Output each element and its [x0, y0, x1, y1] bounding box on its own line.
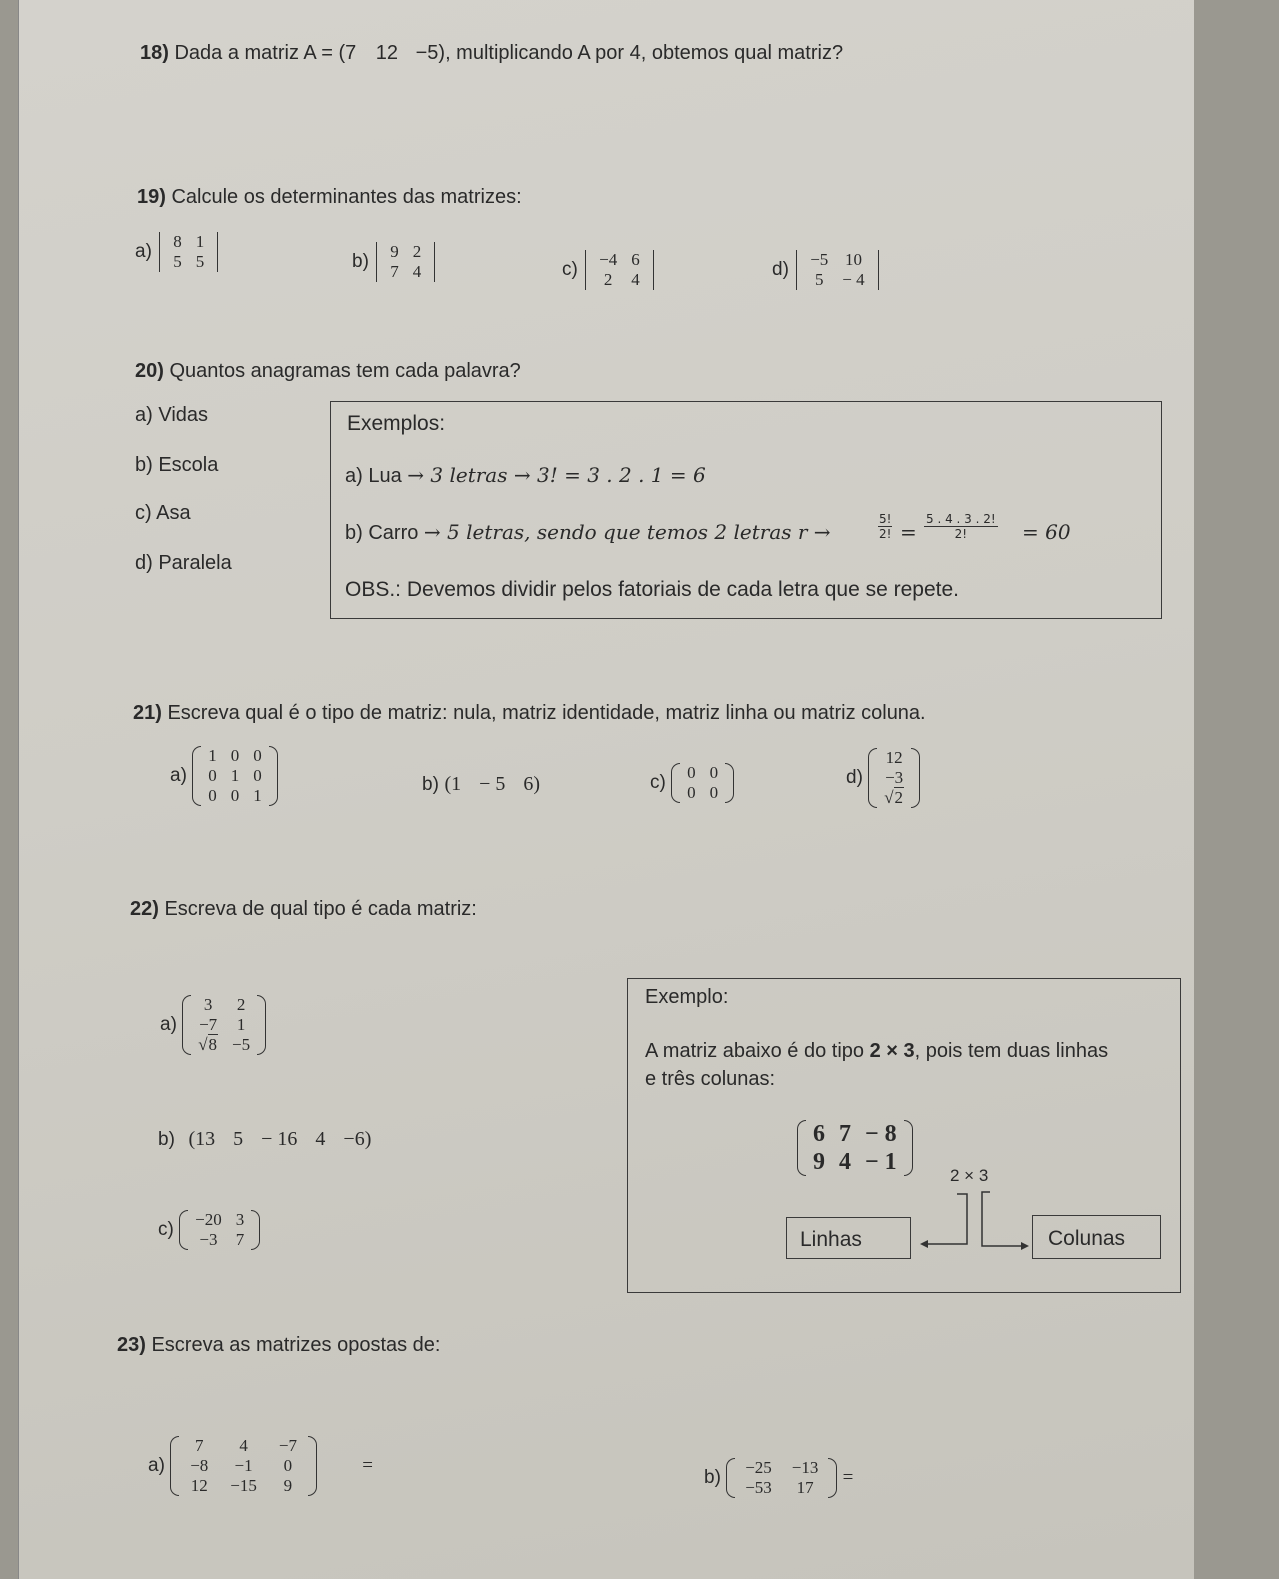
matrix-3x3: 7 4 −7 −8 −1 0 12 −15 9: [170, 1436, 317, 1496]
equals-sign: =: [900, 520, 917, 544]
q22-item-b: [158, 1128, 389, 1151]
row-matrix: (1 − 5 6): [444, 773, 541, 795]
matrix-entry: 12: [375, 42, 399, 64]
connector-arrows: [912, 1186, 1032, 1256]
linhas-label: Linhas: [800, 1228, 862, 1251]
determinant-b: 9 2 7 4: [374, 242, 437, 282]
q19-item-c: [562, 250, 656, 290]
question-text: Escreva de qual tipo é cada matriz:: [164, 898, 477, 920]
example-result: = 60: [1022, 520, 1071, 544]
q21-item-d: [846, 748, 920, 808]
q19-item-d: [772, 250, 881, 290]
example-title: Exemplo:: [645, 986, 729, 1008]
q19-item-b: [352, 242, 437, 282]
description-line-2: e três colunas:: [645, 1068, 776, 1090]
fraction-2: 5 . 4 . 3 . 2! 2!: [926, 512, 996, 541]
question-22: [130, 898, 477, 921]
word-asa: c) Asa: [135, 502, 191, 524]
item-label: d): [772, 259, 789, 281]
item-label: c): [562, 259, 578, 281]
matrix-3x2: 3 2 −7 1 √8 −5: [182, 995, 266, 1055]
question-number: 22): [130, 898, 159, 920]
fraction-1: 5! 2!: [879, 512, 892, 541]
q22-item-a: [160, 995, 266, 1055]
item-label: b): [422, 774, 439, 795]
q21-item-a: [170, 746, 278, 806]
question-text: Escreva as matrizes opostas de:: [151, 1334, 441, 1356]
description-text: A matriz abaixo é do tipo: [645, 1040, 865, 1062]
determinant-c: −4 6 2 4: [583, 250, 656, 290]
example-description: [645, 1040, 1108, 1063]
q23-item-a: [148, 1436, 373, 1496]
question-23: [117, 1334, 440, 1357]
word-paralela: d) Paralela: [135, 552, 232, 574]
q21-item-c: [650, 763, 734, 803]
matrix-2x2: −25 −13 −53 17: [726, 1458, 837, 1498]
word-vidas: a) Vidas: [135, 404, 209, 426]
q22-item-c: [158, 1210, 260, 1250]
item-label: a): [170, 765, 187, 787]
row-matrix: (13 5 − 16 4 −6): [188, 1128, 372, 1150]
question-number: 19): [137, 186, 166, 208]
item-label: c): [158, 1219, 174, 1241]
question-text-end: −5), multiplicando A por 4, obtemos qual matriz?: [415, 42, 844, 64]
item-label: b): [704, 1467, 721, 1489]
examples-title: Exemplos:: [347, 412, 446, 435]
item-label: c): [650, 772, 666, 794]
q19-item-a: [135, 232, 220, 272]
example-word: a) Lua: [345, 465, 402, 487]
determinant-a: 8 1 5 5: [157, 232, 220, 272]
question-number: 20): [135, 360, 164, 382]
matrix-subscript: 2 × 3: [950, 1166, 989, 1185]
example-math: → 3 letras → 3! = 3 . 2 . 1 = 6: [407, 463, 706, 487]
question-text: Quantos anagramas tem cada palavra?: [169, 360, 521, 382]
matrix-2x2: −20 3 −3 7: [179, 1210, 260, 1250]
question-number: 23): [117, 1334, 146, 1356]
identity-matrix: 1 0 0 0 1 0 0 0 1: [192, 746, 278, 806]
question-text: Dada a matriz A = (7: [174, 42, 357, 64]
item-label: b): [352, 251, 369, 273]
question-20: [135, 360, 521, 383]
matrix-2x3: 6 7 − 8 9 4 − 1: [797, 1120, 913, 1176]
question-19: [137, 186, 522, 209]
question-text: Calcule os determinantes das matrizes:: [171, 186, 522, 208]
question-text: Escreva qual é o tipo de matriz: nula, matriz identidade, matriz linha ou matriz coluna.: [167, 702, 926, 724]
item-label: a): [148, 1455, 165, 1477]
description-text-end: , pois tem duas linhas: [914, 1040, 1109, 1062]
question-18: [140, 42, 843, 65]
equals-sign: =: [842, 1467, 854, 1489]
q23-item-b: [704, 1458, 853, 1498]
matrix-type: 2 × 3: [869, 1040, 915, 1062]
column-matrix: 12 −3 √2: [868, 748, 920, 808]
determinant-d: −5 10 5 − 4: [794, 250, 880, 290]
example-matrix: [797, 1120, 913, 1176]
example-b: [345, 520, 831, 545]
item-label: b): [158, 1129, 175, 1150]
question-number: 21): [133, 702, 162, 724]
item-label: d): [846, 767, 863, 789]
equals-sign: =: [362, 1455, 373, 1477]
null-matrix: 0 0 0 0: [671, 763, 734, 803]
question-21: [133, 702, 926, 725]
example-math: → 5 letras, sendo que temos 2 letras r →: [423, 520, 831, 544]
q21-item-b: [422, 773, 558, 796]
question-number: 18): [140, 42, 169, 64]
example-a: [345, 463, 706, 488]
example-word: b) Carro: [345, 522, 419, 544]
item-label: a): [135, 241, 152, 263]
observation-note: OBS.: Devemos dividir pelos fatoriais de cada letra que se repete.: [345, 578, 959, 601]
colunas-label: Colunas: [1048, 1227, 1126, 1250]
word-escola: b) Escola: [135, 454, 219, 476]
item-label: a): [160, 1014, 177, 1036]
